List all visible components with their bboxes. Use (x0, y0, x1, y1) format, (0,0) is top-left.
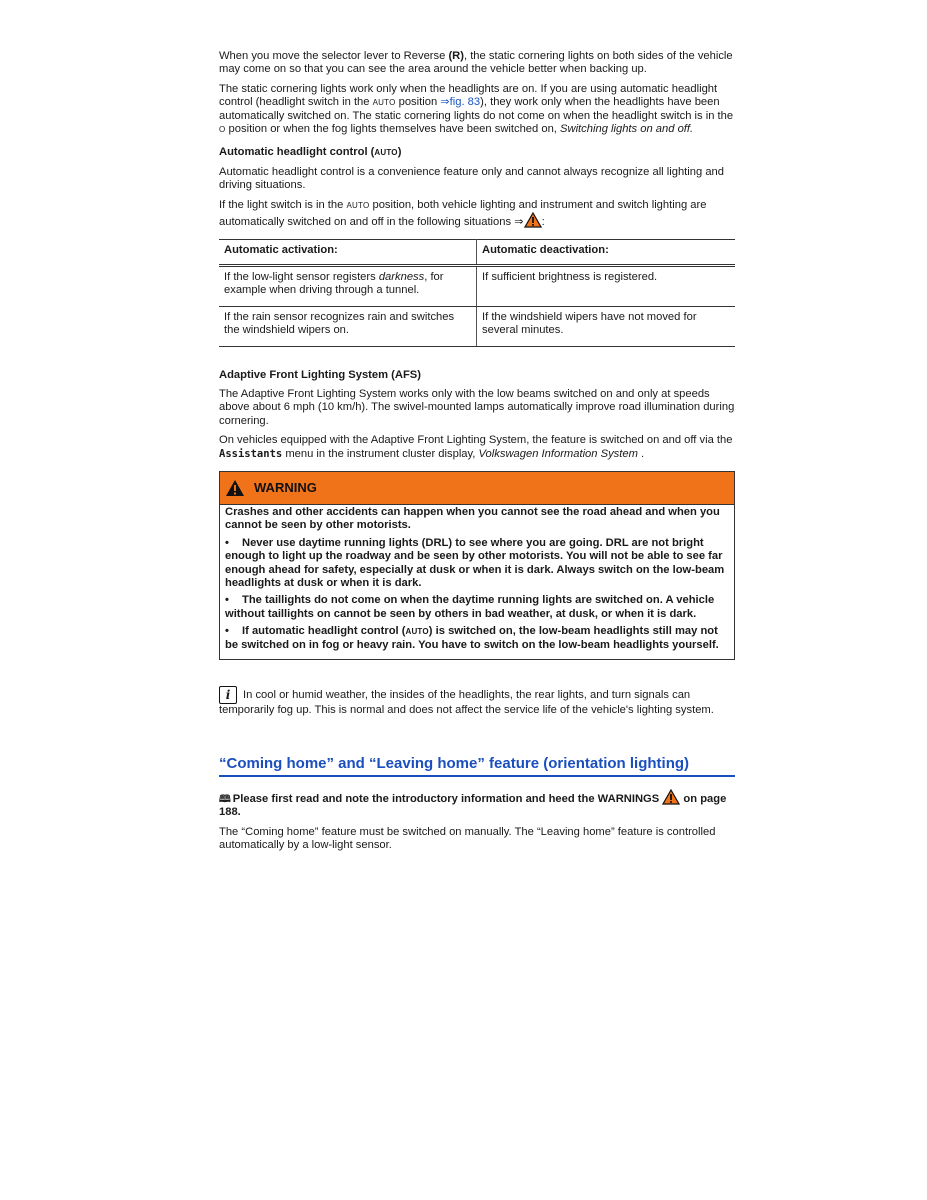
text: If the light switch is in the (219, 198, 347, 211)
reverse-symbol: (R) (448, 50, 464, 62)
text: position, both vehicle lighting and instrument and switch lighting are automatically switched on and off in the following situations ⇒ (219, 198, 707, 229)
afs-paragraph-1: The Adaptive Front Lighting System works only with the low beams switched on and only at speeds above about 6 mph (10 km/h). The swivel-mounted lamps automatically improve road illumination during cornering. (219, 387, 735, 427)
o-symbol: O (219, 125, 226, 135)
warning-bullet (225, 594, 729, 621)
auto-convenience-paragraph: Automatic headlight control is a convenience feature only and cannot always recognize all lighting and driving situations. (219, 165, 724, 192)
table-header-row (219, 240, 735, 265)
text: : (541, 216, 545, 229)
auto-symbol: AUTO (405, 627, 429, 637)
text: The taillights do not come on when the daytime running lights are switched on. A vehicle without taillights on cannot be seen by others in bad weather, at dusk, or when it is dark. (225, 594, 715, 620)
text: ) is switched on, the low-beam headlights still may not be switched on in fog or heavy rain. You have to switch on the low-beam headlights yourself. (225, 625, 719, 651)
cornering-lights-paragraph (219, 83, 735, 137)
vw-info-system-reference: Volkswagen Information System (478, 447, 638, 460)
text: When you move the selector lever to Reverse (219, 50, 449, 62)
coming-home-paragraph: The “Coming home” feature must be switched on manually. The “Leaving home” feature is controlled automatically by a low-light sensor. (219, 825, 716, 852)
auto-headlight-heading (219, 146, 735, 159)
column-header: Automatic activation: (219, 240, 477, 265)
auto-symbol: AUTO (346, 200, 370, 210)
afs-heading: Adaptive Front Lighting System (AFS) (219, 368, 421, 381)
read-first-notice (219, 789, 735, 820)
text: , the static cornering lights on both sides of the vehicle may come on so that you can see the area around the vehicle better when backing up. (219, 50, 733, 76)
warning-triangle-icon[interactable] (662, 789, 680, 805)
bullet: • (225, 594, 229, 607)
table-cell: If the rain sensor recognizes rain and switches the windshield wipers on. (219, 306, 477, 346)
text: On vehicles equipped with the Adaptive Front Lighting System, the feature is switched on and off via the (219, 434, 733, 447)
table-cell: If sufficient brightness is registered. (477, 265, 736, 306)
warning-triangle-icon[interactable] (524, 212, 542, 228)
warning-bullet (225, 537, 729, 591)
text: darkness (378, 270, 425, 283)
warning-box (219, 471, 735, 660)
text: menu in the instrument cluster display, (282, 447, 479, 460)
warning-body (220, 505, 734, 659)
switching-lights-reference: Switching lights on and off. (560, 123, 694, 136)
table-cell (219, 265, 477, 306)
auto-activation-table (219, 239, 735, 346)
info-icon: i (219, 686, 237, 704)
auto-situations-paragraph (219, 199, 735, 230)
warning-header (220, 472, 734, 505)
column-header: Automatic deactivation: (477, 240, 736, 265)
text: , for example when driving through a tunnel. (224, 270, 444, 297)
warning-lead: Crashes and other accidents can happen when you cannot see the road ahead and when you cannot be seen by other motorists. (225, 505, 720, 532)
coming-home-heading: “Coming home” and “Leaving home” feature (orientation lighting) (219, 757, 735, 776)
text: If automatic headlight control ( (242, 625, 406, 638)
table-cell: If the windshield wipers have not moved for several minutes. (477, 306, 736, 346)
text: ) (397, 146, 402, 159)
afs-paragraph-2 (219, 434, 735, 461)
text: ), they work only when the headlights have been automatically switched on. The static cornering lights do not come on when the headlight switch is in the (219, 96, 734, 122)
text: on page 188. (219, 792, 727, 819)
text: position or when the fog lights themselves have been switched on, (225, 123, 561, 136)
warning-triangle-icon (225, 479, 245, 497)
text: Automatic headlight control ( (219, 146, 375, 159)
auto-symbol: AUTO (374, 148, 398, 158)
bullet: • (225, 625, 229, 638)
bullet: • (225, 536, 229, 549)
table-row (219, 306, 735, 346)
text: position (395, 96, 441, 109)
text: . (637, 447, 645, 460)
warning-bullet (225, 625, 729, 652)
fig-83-link[interactable]: ⇒fig. 83 (440, 96, 481, 109)
auto-symbol: AUTO (372, 98, 396, 108)
text: If the low-light sensor registers (224, 270, 379, 283)
assistants-menu-name: Assistants (219, 447, 283, 460)
table-row (219, 265, 735, 306)
info-note (219, 686, 735, 717)
book-icon: 🕮 (219, 793, 231, 805)
warning-label: WARNING (254, 480, 317, 496)
text: Please first read and note the introductory information and heed the WARNINGS (232, 792, 663, 805)
manual-page (219, 50, 735, 858)
text: Never use daytime running lights (DRL) to see where you are going. DRL are not bright enough to light up the roadway and be seen by other motorists. You will not be able to see far enough ahead for safety, especially at dusk or when it is dark. Always switch on the low-beam headlights at dusk or when it is dark. (225, 536, 725, 589)
note-text: In cool or humid weather, the insides of the headlights, the rear lights, and turn signals can temporarily fog up. This is normal and does not affect the service life of the vehicle's lighting system. (219, 689, 714, 716)
text: The static cornering lights work only when the headlights are on. If you are using automatic headlight control (headlight switch in the (219, 82, 718, 109)
reverse-paragraph (219, 50, 735, 77)
